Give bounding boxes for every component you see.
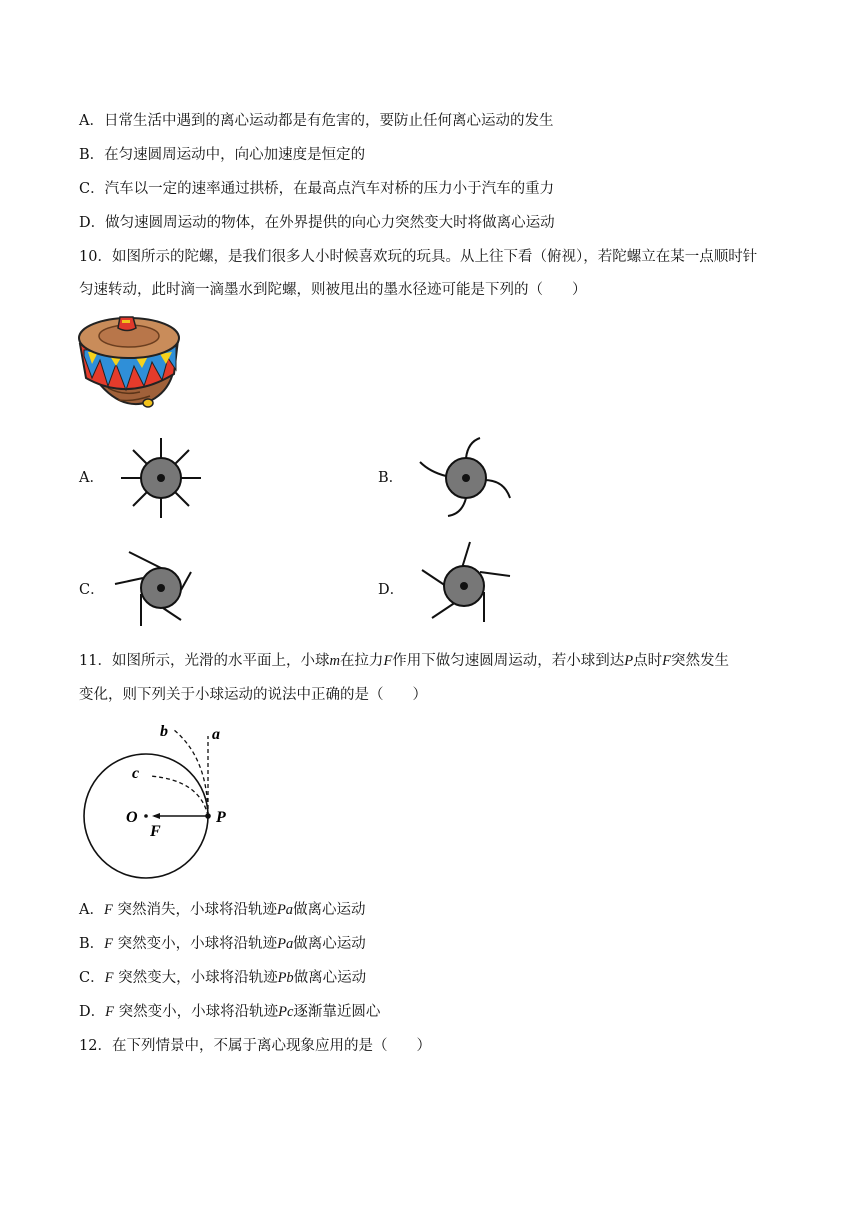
label-c: c	[132, 765, 140, 782]
q10-option-d-label: D．	[378, 582, 405, 598]
q11-stem-line2: 变化，则下列关于小球运动的说法中正确的是（ ）	[79, 687, 427, 703]
label-f: F	[150, 823, 161, 840]
q11-stem-line1: 11．如图所示，光滑的水平面上，小球m在拉力F作用下做匀速圆周运动，若小球到达P点时F突然发生	[79, 653, 730, 669]
q12-stem: 12．在下列情景中，不属于离心现象应用的是（ ）	[79, 1038, 431, 1054]
label-b: b	[160, 723, 168, 740]
label-p: P	[216, 809, 226, 826]
q11-option-b: B．F 突然变小，小球将沿轨迹Pa做离心运动	[79, 936, 366, 952]
q10-option-d-diagram	[418, 540, 514, 624]
q9-option-c: C．汽车以一定的速率通过拱桥，在最高点汽车对桥的压力小于汽车的重力	[79, 181, 555, 197]
q11-option-c: C．F 突然变大，小球将沿轨迹Pb做离心运动	[79, 970, 367, 986]
q10-option-c-diagram	[111, 546, 197, 630]
q11-option-a: A．F 突然消失，小球将沿轨迹Pa做离心运动	[79, 902, 366, 918]
q10-option-c-label: C．	[79, 582, 105, 598]
label-o: O	[126, 809, 138, 826]
q9-option-a: A．日常生活中遇到的离心运动都是有危害的，要防止任何离心运动的发生	[79, 113, 554, 129]
q10-stem-line2: 匀速转动，此时滴一滴墨水到陀螺，则被甩出的墨水径迹可能是下列的（ ）	[79, 282, 587, 298]
q9-option-d: D．做匀速圆周运动的物体，在外界提供的向心力突然变大时将做离心运动	[79, 215, 555, 231]
q9-option-b: B．在匀速圆周运动中，向心加速度是恒定的	[79, 147, 366, 163]
q11-option-d: D．F 突然变小，小球将沿轨迹Pc逐渐靠近圆心	[79, 1004, 381, 1020]
q10-option-b-label: B．	[378, 470, 404, 486]
q10-stem-line1: 10．如图所示的陀螺，是我们很多人小时候喜欢玩的玩具。从上往下看（俯视），若陀螺立在某一点顺时针	[79, 249, 758, 265]
q10-option-a-diagram	[119, 436, 203, 520]
q10-option-b-diagram	[418, 436, 514, 520]
circular-motion-figure	[80, 718, 250, 884]
label-a: a	[212, 726, 220, 743]
q10-option-a-label: A．	[79, 470, 104, 486]
spinning-top-illustration	[78, 316, 180, 410]
